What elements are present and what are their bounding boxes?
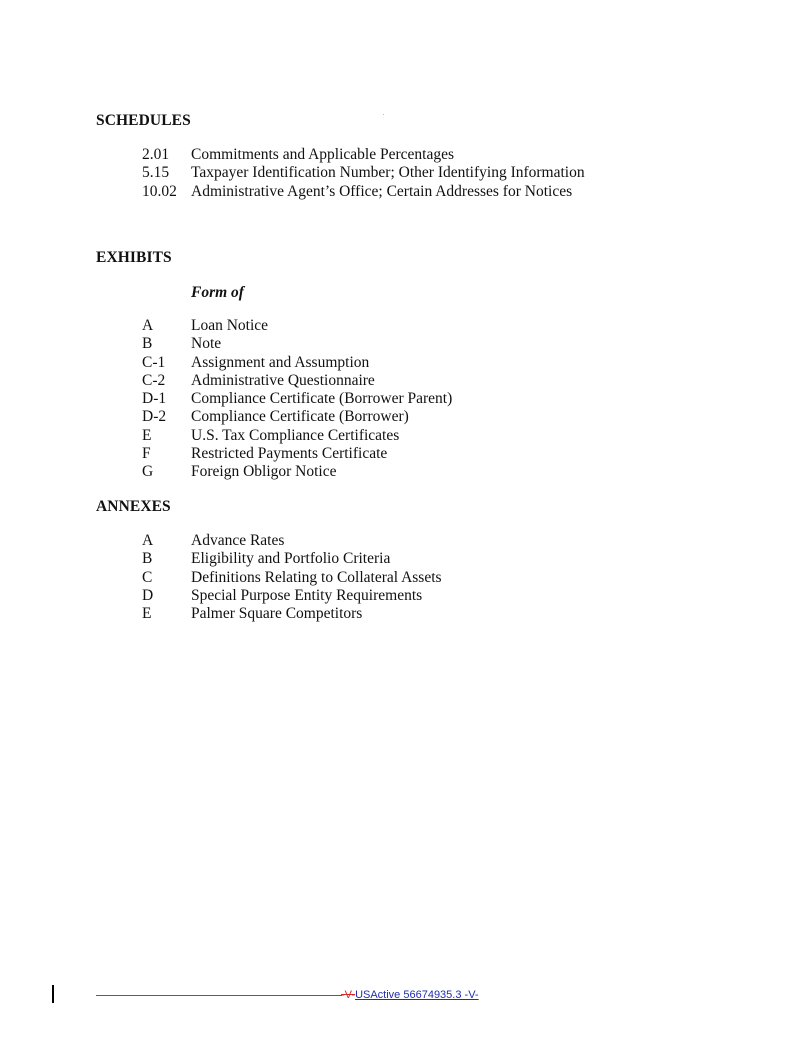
schedule-title: Commitments and Applicable Percentages	[191, 146, 455, 163]
exhibit-title: U.S. Tax Compliance Certificates	[191, 426, 400, 444]
schedule-item	[142, 146, 585, 164]
exhibit-title: Foreign Obligor Notice	[191, 463, 337, 481]
stray-mark	[383, 114, 384, 115]
annex-letter: A	[142, 532, 154, 549]
annex-title: Special Purpose Entity Requirements	[191, 586, 423, 604]
exhibit-item	[142, 317, 452, 335]
annex-letter: D	[142, 586, 154, 604]
annex-title: Advance Rates	[191, 532, 285, 549]
exhibit-item	[142, 463, 452, 481]
annex-item	[142, 532, 442, 550]
annex-title: Eligibility and Portfolio Criteria	[191, 550, 391, 568]
deleted-footer-rule	[96, 995, 342, 996]
exhibit-letter: D-1	[142, 390, 167, 408]
exhibit-title: Compliance Certificate (Borrower Parent)	[191, 390, 453, 408]
exhibits-heading: EXHIBITS	[96, 249, 172, 266]
schedule-title: Administrative Agent’s Office; Certain Addresses for Notices	[191, 182, 573, 200]
schedule-number: 10.02	[142, 182, 177, 200]
exhibit-title: Assignment and Assumption	[191, 353, 370, 371]
exhibit-letter: G	[142, 463, 154, 481]
exhibit-letter: A	[142, 317, 154, 334]
schedule-number: 2.01	[142, 146, 170, 163]
annex-item	[142, 605, 442, 623]
exhibit-letter: C-2	[142, 371, 166, 389]
schedules-heading: SCHEDULES	[96, 112, 191, 129]
exhibit-item	[142, 354, 452, 372]
annex-item	[142, 550, 442, 568]
annex-title: Definitions Relating to Collateral Assets	[191, 568, 442, 586]
deleted-page-number: -V-	[341, 989, 356, 1001]
exhibit-item	[142, 372, 452, 390]
schedule-item	[142, 183, 585, 201]
exhibit-item	[142, 408, 452, 426]
exhibit-title: Restricted Payments Certificate	[191, 445, 388, 463]
schedules-list	[142, 146, 585, 201]
annex-letter: B	[142, 550, 153, 568]
annexes-list	[142, 532, 442, 623]
annexes-heading: ANNEXES	[96, 498, 171, 515]
exhibit-title: Loan Notice	[191, 317, 269, 334]
exhibit-title: Administrative Questionnaire	[191, 371, 375, 389]
footer-doc-id	[341, 988, 479, 1002]
schedule-number: 5.15	[142, 164, 170, 182]
exhibit-letter: D-2	[142, 408, 167, 426]
annex-item	[142, 569, 442, 587]
change-bar	[52, 985, 54, 1003]
exhibit-letter: F	[142, 445, 151, 463]
exhibit-letter: C-1	[142, 353, 166, 371]
schedule-title: Taxpayer Identification Number; Other Identifying Information	[191, 164, 585, 182]
schedule-item	[142, 164, 585, 182]
exhibit-item	[142, 427, 452, 445]
exhibit-letter: E	[142, 426, 152, 444]
inserted-page-number: -V-	[461, 989, 479, 1001]
annex-item	[142, 587, 442, 605]
exhibits-list	[142, 317, 452, 482]
exhibit-item	[142, 445, 452, 463]
annex-letter: E	[142, 605, 152, 623]
document-id: USActive 56674935.3	[355, 989, 462, 1001]
exhibit-item	[142, 335, 452, 353]
annex-letter: C	[142, 568, 153, 586]
exhibit-letter: B	[142, 335, 153, 353]
annex-title: Palmer Square Competitors	[191, 605, 363, 623]
exhibit-title: Note	[191, 335, 222, 353]
form-of-label: Form of	[191, 284, 244, 301]
exhibit-item	[142, 390, 452, 408]
exhibit-title: Compliance Certificate (Borrower)	[191, 408, 409, 426]
